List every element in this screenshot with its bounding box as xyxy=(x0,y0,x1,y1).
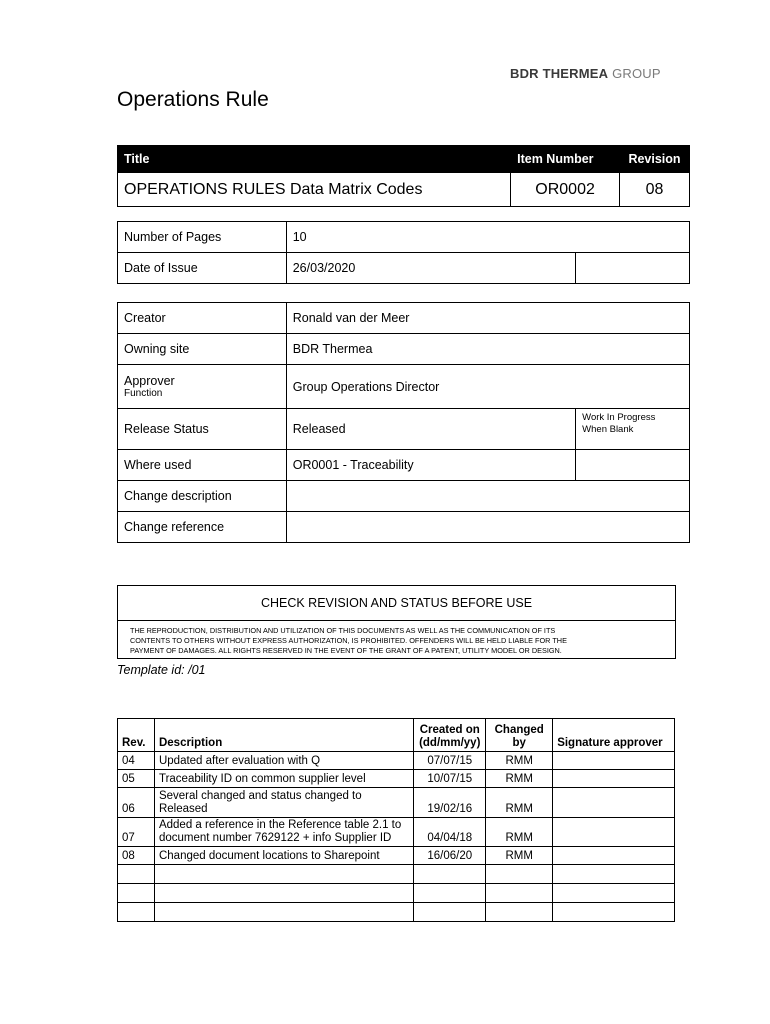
table-row xyxy=(118,847,675,865)
title-block xyxy=(117,145,690,207)
table-row xyxy=(118,818,675,847)
empty-cell xyxy=(486,884,553,903)
approver-function-label: Function xyxy=(124,388,163,399)
empty-cell xyxy=(553,865,675,884)
row-description: Updated after evaluation with Q xyxy=(154,752,413,770)
row-description-line-2: Released xyxy=(158,803,208,815)
creator-label: Creator xyxy=(118,303,287,334)
table-row xyxy=(118,770,675,788)
row-rev: 07 xyxy=(118,818,155,847)
row-signature xyxy=(553,818,675,847)
empty-cell xyxy=(414,884,486,903)
empty-cell xyxy=(154,865,413,884)
row-rev: 05 xyxy=(118,770,155,788)
revision-table-header xyxy=(118,719,675,752)
empty-cell xyxy=(118,903,155,922)
signature-approver-header: Signature approver xyxy=(553,719,675,752)
rev-header: Rev. xyxy=(118,719,155,752)
pages-block xyxy=(117,221,690,284)
item-number-header: Item Number xyxy=(511,146,620,173)
row-description-line-2: document number 7629122 + info Supplier ID xyxy=(158,832,392,844)
empty-cell xyxy=(486,865,553,884)
row-changed-by: RMM xyxy=(486,818,553,847)
creator-value: Ronald van der Meer xyxy=(286,303,689,334)
empty-table-row xyxy=(118,865,675,884)
owning-site-label: Owning site xyxy=(118,334,287,365)
date-of-issue-value: 26/03/2020 xyxy=(286,253,575,284)
disclaimer-line-1: THE REPRODUCTION, DISTRIBUTION AND UTILIZATION OF THIS DOCUMENTS AS WELL AS THE COMMUNICATION OF ITS xyxy=(130,626,556,635)
wip-note-line-1: Work In Progress xyxy=(582,412,656,423)
empty-cell xyxy=(553,884,675,903)
table-row xyxy=(118,752,675,770)
empty-cell xyxy=(154,884,413,903)
empty-cell xyxy=(553,903,675,922)
row-created-on: 07/07/15 xyxy=(414,752,486,770)
change-reference-value xyxy=(286,512,689,543)
empty-cell xyxy=(486,903,553,922)
row-signature xyxy=(553,847,675,865)
item-number-value: OR0002 xyxy=(511,173,620,207)
row-changed-by: RMM xyxy=(486,788,553,818)
disclaimer-line-2: CONTENTS TO OTHERS WITHOUT EXPRESS AUTHORIZATION, IS PROHIBITED. OFFENDERS WILL BE HELD LIABLE FOR THE xyxy=(130,636,567,645)
where-used-value: OR0001 - Traceability xyxy=(286,450,575,481)
empty-table-row xyxy=(118,884,675,903)
changed-by-header-line-1: Changed xyxy=(494,724,544,736)
empty-cell xyxy=(118,865,155,884)
row-description xyxy=(154,818,413,847)
table-row xyxy=(118,788,675,818)
disclaimer-line-3: PAYMENT OF DAMAGES. ALL RIGHTS RESERVED IN THE EVENT OF THE GRANT OF A PATENT, UTILITY MODEL OR DESIGN. xyxy=(130,646,562,655)
logo-bold-text: BDR THERMEA xyxy=(510,66,609,81)
approver-label: Approver xyxy=(124,374,175,388)
row-changed-by: RMM xyxy=(486,752,553,770)
row-created-on: 04/04/18 xyxy=(414,818,486,847)
empty-cell xyxy=(118,884,155,903)
empty-table-row xyxy=(118,903,675,922)
approver-value: Group Operations Director xyxy=(286,365,689,409)
row-signature xyxy=(553,788,675,818)
revision-history-table xyxy=(117,718,675,922)
logo-light-text: GROUP xyxy=(612,66,661,81)
row-created-on: 19/02/16 xyxy=(414,788,486,818)
row-rev: 04 xyxy=(118,752,155,770)
empty-cell xyxy=(414,865,486,884)
row-signature xyxy=(553,752,675,770)
document-title-value: OPERATIONS RULES Data Matrix Codes xyxy=(118,173,511,207)
bdr-thermea-logo xyxy=(510,66,661,81)
created-on-header-line-2: (dd/mm/yy) xyxy=(419,737,481,749)
description-header: Description xyxy=(154,719,413,752)
document-title: Operations Rule xyxy=(117,88,269,111)
legal-disclaimer xyxy=(130,626,645,656)
where-used-extra xyxy=(576,450,690,481)
empty-cell xyxy=(414,903,486,922)
title-header: Title xyxy=(118,146,511,173)
release-status-value: Released xyxy=(286,409,575,450)
change-description-value xyxy=(286,481,689,512)
row-signature xyxy=(553,770,675,788)
row-changed-by: RMM xyxy=(486,847,553,865)
changed-by-header-line-2: by xyxy=(512,737,526,749)
date-of-issue-label: Date of Issue xyxy=(118,253,287,284)
approver-label-cell xyxy=(118,365,287,409)
row-description: Changed document locations to Sharepoint xyxy=(154,847,413,865)
row-created-on: 10/07/15 xyxy=(414,770,486,788)
row-description-line-1: Added a reference in the Reference table 2.1 to xyxy=(158,819,402,831)
row-description: Traceability ID on common supplier level xyxy=(154,770,413,788)
date-of-issue-extra xyxy=(576,253,690,284)
created-on-header-line-1: Created on xyxy=(419,724,480,736)
wip-note-line-2: When Blank xyxy=(582,424,634,435)
check-revision-notice xyxy=(117,585,676,659)
row-rev: 06 xyxy=(118,788,155,818)
work-in-progress-note xyxy=(576,409,690,450)
row-description xyxy=(154,788,413,818)
empty-cell xyxy=(154,903,413,922)
row-changed-by: RMM xyxy=(486,770,553,788)
number-of-pages-label: Number of Pages xyxy=(118,222,287,253)
change-description-label: Change description xyxy=(118,481,287,512)
owning-site-value: BDR Thermea xyxy=(286,334,689,365)
row-created-on: 16/06/20 xyxy=(414,847,486,865)
change-reference-label: Change reference xyxy=(118,512,287,543)
changed-by-header xyxy=(486,719,553,752)
template-id: Template id: /01 xyxy=(117,663,206,677)
row-rev: 08 xyxy=(118,847,155,865)
created-on-header xyxy=(414,719,486,752)
check-notice-title: CHECK REVISION AND STATUS BEFORE USE xyxy=(118,586,675,621)
revision-value: 08 xyxy=(620,173,690,207)
row-description-line-1: Several changed and status changed to xyxy=(158,790,362,802)
revision-header: Revision xyxy=(620,146,690,173)
number-of-pages-value: 10 xyxy=(286,222,689,253)
info-block xyxy=(117,302,690,543)
release-status-label: Release Status xyxy=(118,409,287,450)
where-used-label: Where used xyxy=(118,450,287,481)
